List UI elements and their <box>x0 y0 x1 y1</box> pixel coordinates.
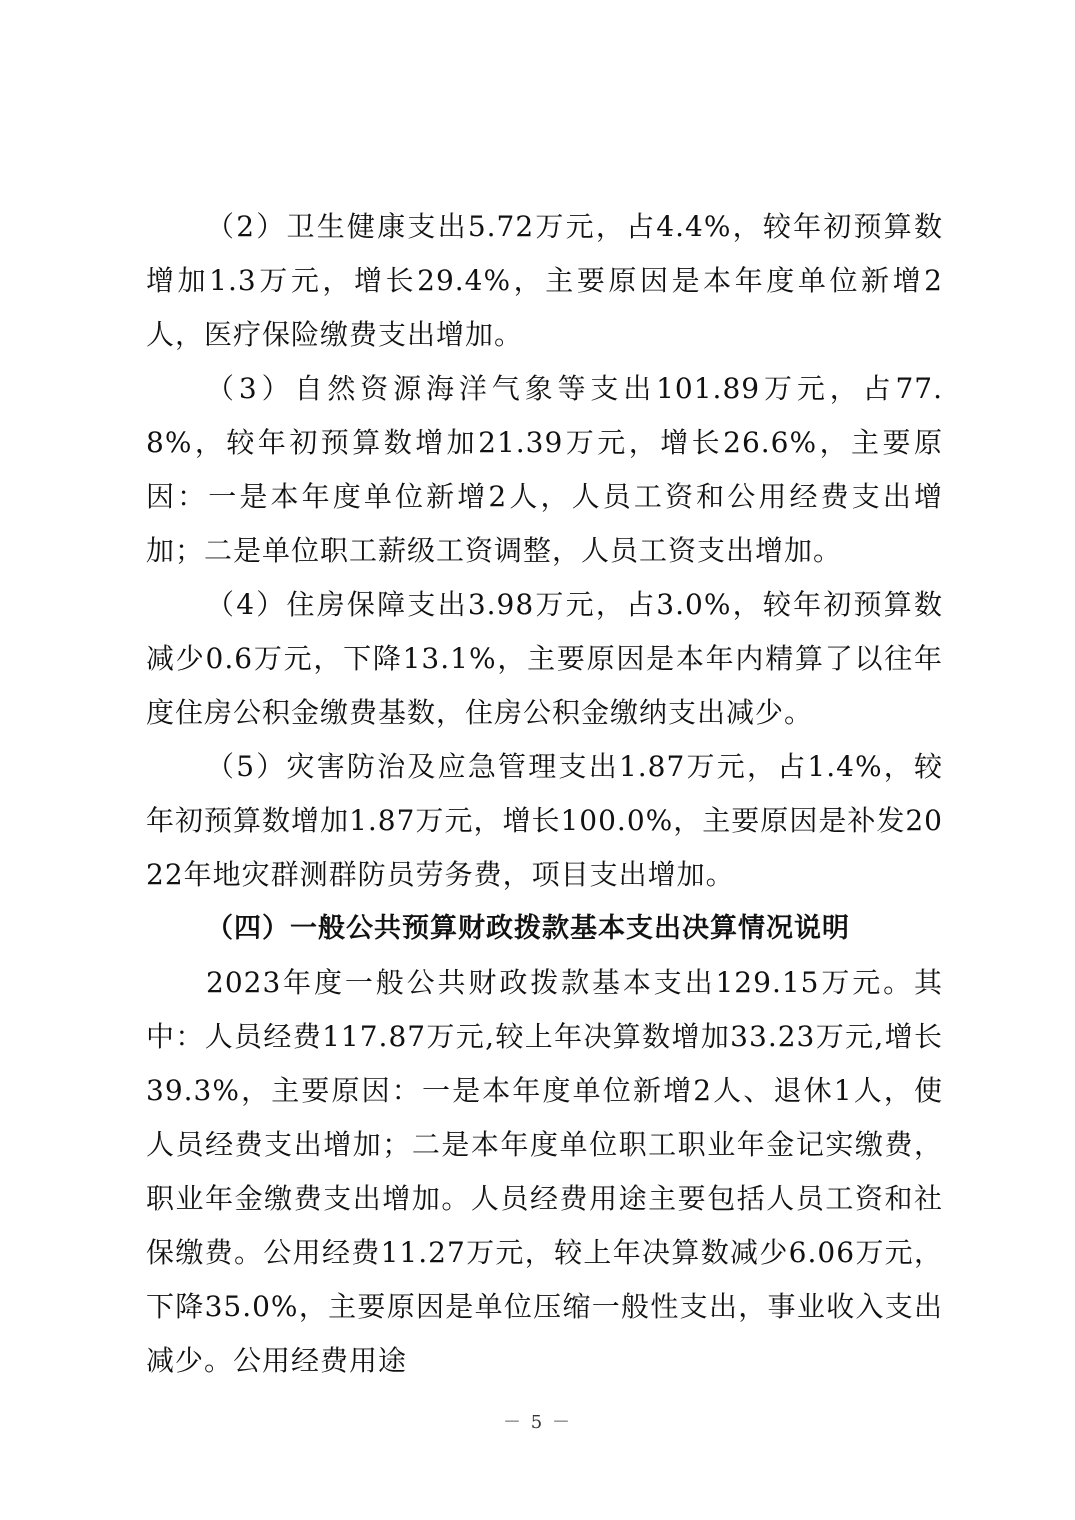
paragraph-basic-expenditure-detail: 2023年度一般公共财政拨款基本支出129.15万元。其中：人员经费117.87万元,较上年决算数增加33.23万元,增长39.3%，主要原因：一是本年度单位新增2人、退休1人，使人员经费支出增加；二是本年度单位职工职业年金记实缴费，职业年金缴费支出增加。人员经费用途主要包括人员工资和社保缴费。公用经费11.27万元，较上年决算数减少6.06万元，下降35.0%，主要原因是单位压缩一般性支出，事业收入支出减少。公用经费用途 <box>146 966 943 1377</box>
page-number: － 5 － <box>503 1412 572 1433</box>
paragraph-housing-expenditure: （4）住房保障支出3.98万元，占3.0%，较年初预算数减少0.6万元，下降13.1%，主要原因是本年内精算了以往年度住房公积金缴费基数，住房公积金缴纳支出减少。 <box>146 588 943 729</box>
paragraph-health-expenditure: （2）卫生健康支出5.72万元，占4.4%，较年初预算数增加1.3万元，增长29.4%，主要原因是本年度单位新增2人，医疗保险缴费支出增加。 <box>146 210 943 351</box>
document-body <box>146 200 943 1388</box>
paragraph-disaster-prevention-expenditure: （5）灾害防治及应急管理支出1.87万元，占1.4%，较年初预算数增加1.87万元，增长100.0%，主要原因是补发2022年地灾群测群防员劳务费，项目支出增加。 <box>146 750 943 891</box>
paragraph-natural-resources-expenditure: （3）自然资源海洋气象等支出101.89万元，占77.8%，较年初预算数增加21.39万元，增长26.6%，主要原因：一是本年度单位新增2人，人员工资和公用经费支出增加；二是单位职工薪级工资调整，人员工资支出增加。 <box>146 372 943 567</box>
section-heading-basic-expenditure: （四）一般公共预算财政拨款基本支出决算情况说明 <box>206 913 850 944</box>
